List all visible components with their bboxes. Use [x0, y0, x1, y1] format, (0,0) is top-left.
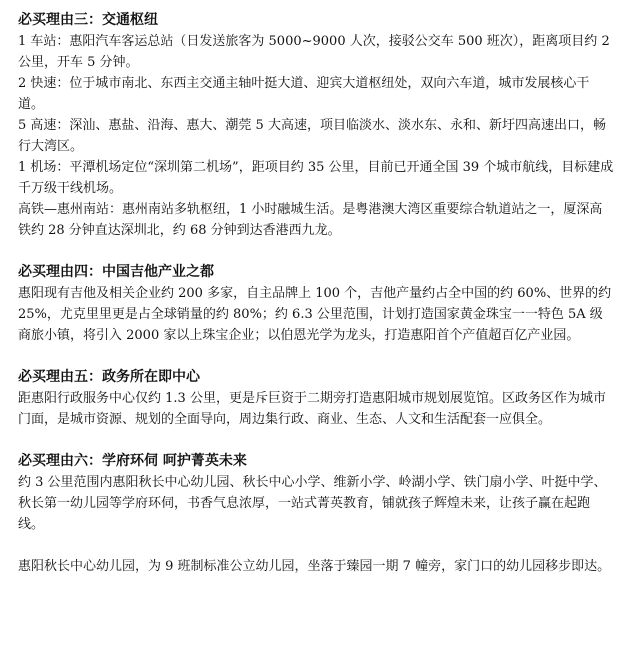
- paragraph-station: 1 车站：惠阳汽车客运总站（日发送旅客为 5000~9000 人次，接驳公交车 500 班次），距离项目约 2 公里，开车 5 分钟。: [18, 34, 610, 70]
- section-heading: 必买理由四：中国吉他产业之都: [18, 264, 214, 280]
- paragraph-schools: 约 3 公里范围内惠阳秋长中心幼儿园、秋长中心小学、维新小学、岭湖小学、铁门扇小学、叶挺中学、秋长第一幼儿园等学府环伺，书香气息浓厚，一站式菁英教育，铺就孩子辉煌未来，让孩子赢在起跑线。: [18, 475, 607, 532]
- section-heading: 必买理由六：学府环伺 呵护菁英未来: [18, 453, 247, 469]
- paragraph-gap: [18, 535, 614, 556]
- section-schools: [18, 451, 614, 577]
- section-government-center: [18, 367, 614, 430]
- section-heading: 必买理由三：交通枢纽: [18, 12, 158, 28]
- section-heading: 必买理由五：政务所在即中心: [18, 369, 200, 385]
- section-transport-hub: [18, 10, 614, 241]
- paragraph-government-center: 距惠阳行政服务中心仅约 1.3 公里，更是斥巨资于二期旁打造惠阳城市规划展览馆。区政务区作为城市门面，是城市资源、规划的全面导向，周边集行政、商业、生态、人文和生活配套一应俱全。: [18, 391, 606, 427]
- paragraph-kindergarten: 惠阳秋长中心幼儿园，为 9 班制标准公立幼儿园，坐落于臻园一期 7 幢旁，家门口的幼儿园移步即达。: [18, 559, 611, 574]
- paragraph-guitar-industry: 惠阳现有吉他及相关企业约 200 多家，自主品牌上 100 个，吉他产量约占全中国的约 60%、世界的约 25%，尤克里里更是占全球销量的约 80%；约 6.3 公里范围，计划打造国家黄金珠宝一一特色 5A 级商旅小镇，将引入 2000 家以上珠宝企业；以伯恩光学为龙头，打造惠阳首个产值超百亿产业园。: [18, 286, 612, 343]
- paragraph-highways: 5 高速：深汕、惠盐、沿海、惠大、潮莞 5 大高速，项目临淡水、淡水东、永和、新圩四高速出口，畅行大湾区。: [18, 118, 606, 154]
- paragraph-expressway: 2 快速：位于城市南北、东西主交通主轴叶挺大道、迎宾大道枢纽处，双向六车道，城市发展核心干道。: [18, 76, 590, 112]
- section-guitar-industry: [18, 262, 614, 346]
- paragraph-high-speed-rail: 高铁—惠州南站：惠州南站多轨枢纽，1 小时融城生活。是粤港澳大湾区重要综合轨道站之一，厦深高铁约 28 分钟直达深圳北，约 68 分钟到达香港西九龙。: [18, 202, 603, 238]
- paragraph-airport: 1 机场：平潭机场定位“深圳第二机场”，距项目约 35 公里，目前已开通全国 39 个城市航线，目标建成千万级干线机场。: [18, 160, 614, 196]
